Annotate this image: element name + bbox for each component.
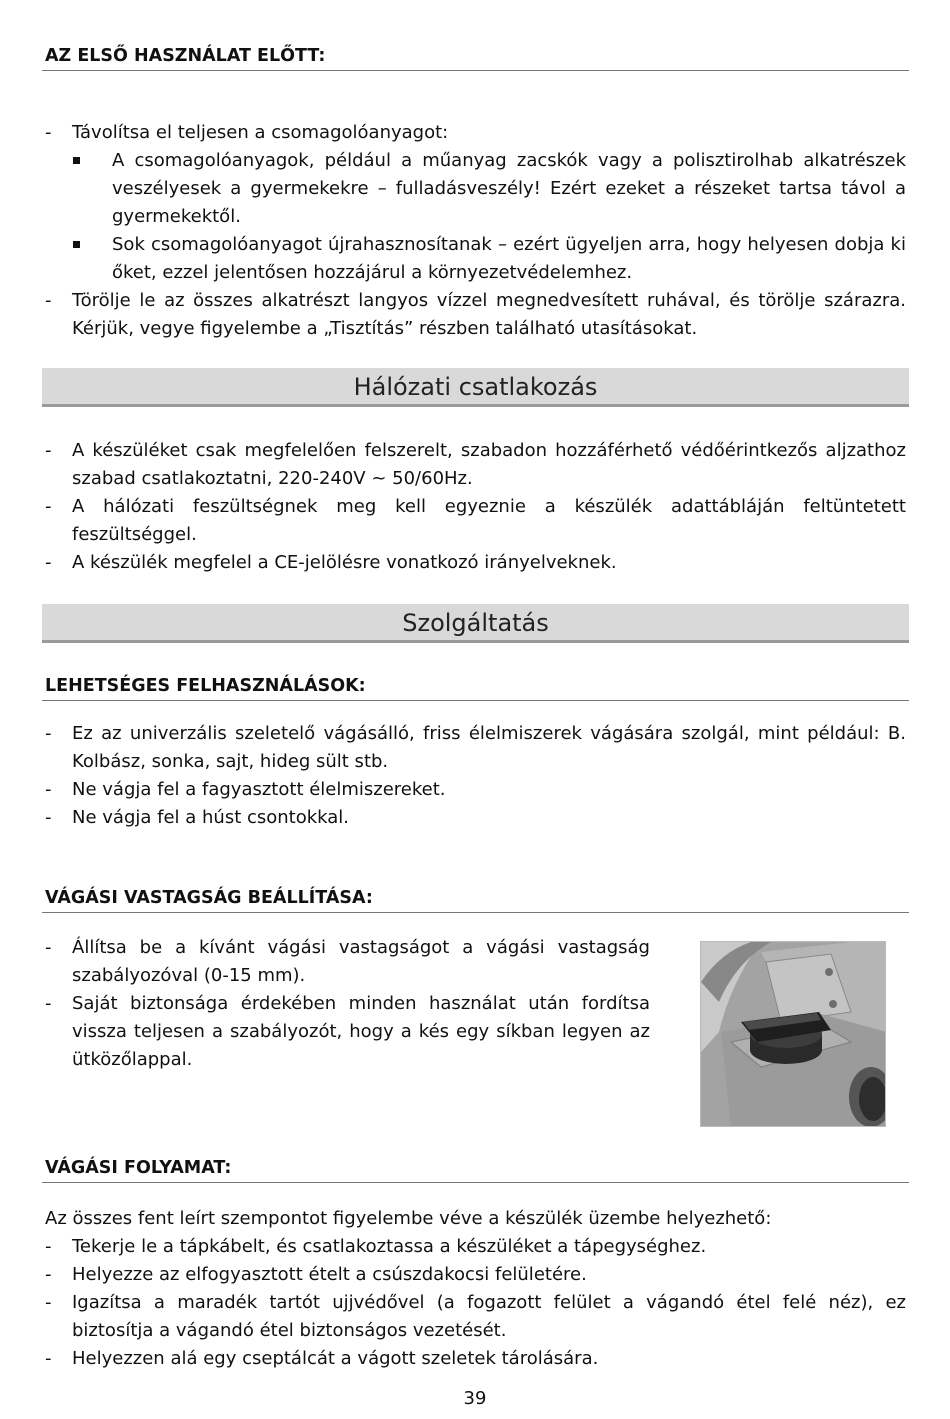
list-item: - Helyezzen alá egy cseptálcát a vágott szeletek tárolására. [42, 1345, 906, 1373]
list-item: - A készüléket csak megfelelően felszerelt, szabadon hozzáférhető védőérintkezős aljzathoz szabad csatlakoztatni, 220-240V ~ 50/60Hz. [42, 437, 906, 493]
mains-list [42, 437, 906, 577]
list-item: - Távolítsa el teljesen a csomagolóanyagot: [42, 119, 906, 147]
list-item: - Igazítsa a maradék tartót ujjvédővel (a fogazott felület a vágandó étel felé néz), ez biztosítja a vágandó étel biztonságos vezetését. [42, 1289, 906, 1345]
list-subitem: A csomagolóanyagok, például a műanyag zacskók vagy a polisztirolhab alkatrészek veszélyesek a gyermekekre – fulladásveszély! Ezért ezeket a részeket tartsa távol a gyermekektől. [42, 147, 906, 231]
list-item: - Ne vágja fel a húst csontokkal. [42, 804, 906, 832]
section-title-mains: Hálózati csatlakozás [42, 368, 909, 407]
list-item: - Tekerje le a tápkábelt, és csatlakoztassa a készüléket a tápegységhez. [42, 1233, 906, 1261]
intro-text: Az összes fent leírt szempontot figyelembe véve a készülék üzembe helyezhető: [45, 1208, 772, 1229]
heading-thickness: VÁGÁSI VASTAGSÁG BEÁLLÍTÁSA: [42, 888, 909, 913]
section-title-service: Szolgáltatás [42, 604, 909, 643]
list-item: - A hálózati feszültségnek meg kell egyeznie a készülék adattábláján feltüntetett feszültséggel. [42, 493, 906, 549]
list-item: - Ez az univerzális szeletelő vágásálló, friss élelmiszerek vágására szolgál, mint például: B. Kolbász, sonka, sajt, hideg sült stb. [42, 720, 906, 776]
cutting-list [42, 1205, 906, 1373]
regulator-illustration [701, 942, 886, 1127]
uses-list [42, 720, 906, 832]
heading-cutting-process: VÁGÁSI FOLYAMAT: [42, 1158, 909, 1183]
list-item: - Ne vágja fel a fagyasztott élelmiszereket. [42, 776, 906, 804]
list-subitem: Sok csomagolóanyagot újrahasznosítanak – ezért ügyeljen arra, hogy helyesen dobja ki őket, ezzel jelentősen hozzájárul a környezetvédelemhez. [42, 231, 906, 287]
list-item: - Állítsa be a kívánt vágási vastagságot a vágási vastagság szabályozóval (0-15 mm). [42, 934, 650, 990]
first-use-list [42, 119, 906, 343]
thickness-regulator-photo [700, 941, 886, 1127]
list-item: - Helyezze az elfogyasztott ételt a csúszdakocsi felületére. [42, 1261, 906, 1289]
thickness-list [42, 934, 650, 1074]
list-item: - Saját biztonsága érdekében minden használat után fordítsa vissza teljesen a szabályozót, hogy a kés egy síkban legyen az ütközőlappal. [42, 990, 650, 1074]
page-number: 39 [463, 1388, 487, 1409]
heading-possible-uses: LEHETSÉGES FELHASZNÁLÁSOK: [42, 676, 909, 701]
heading-first-use: AZ ELSŐ HASZNÁLAT ELŐTT: [42, 46, 909, 71]
list-item: - A készülék megfelel a CE-jelölésre vonatkozó irányelveknek. [42, 549, 906, 577]
list-item: - Törölje le az összes alkatrészt langyos vízzel megnedvesített ruhával, és törölje szárazra. Kérjük, vegye figyelembe a „Tisztítás” részben található utasításokat. [42, 287, 906, 343]
